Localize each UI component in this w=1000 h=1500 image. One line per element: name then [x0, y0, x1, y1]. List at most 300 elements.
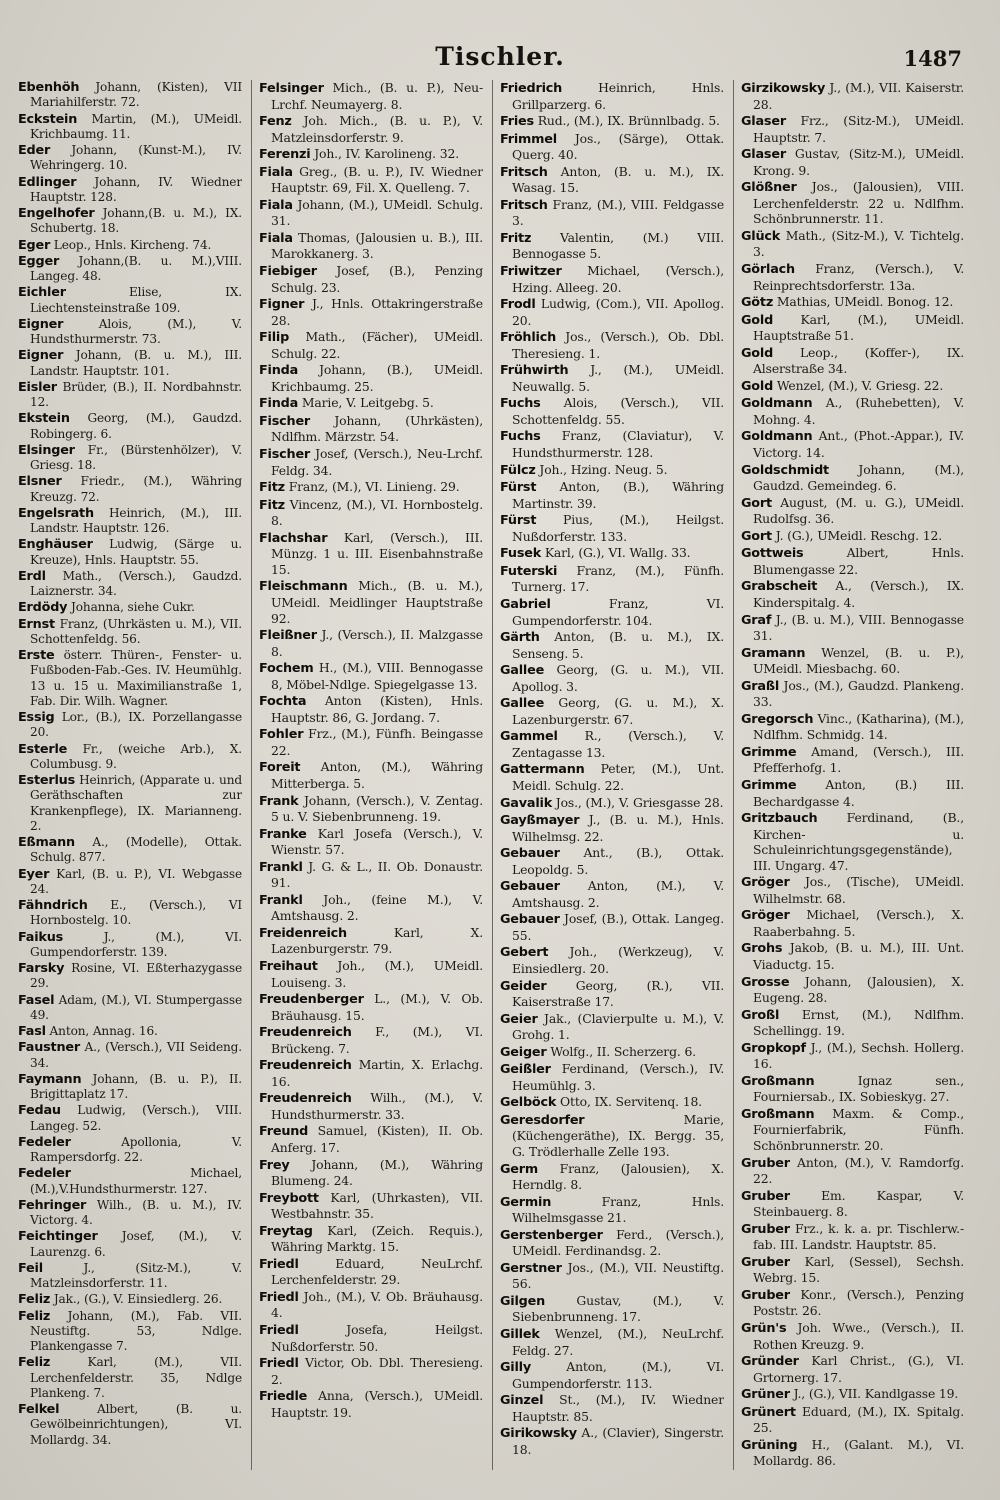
- entry-surname: Gort: [741, 528, 772, 544]
- directory-entry: [18, 1261, 242, 1292]
- entry-surname: Eigner: [18, 348, 64, 364]
- directory-entry: [259, 113, 483, 145]
- entry-details: Karl, X. Lazenburgerstr. 79.: [271, 924, 483, 957]
- directory-entry: [259, 296, 483, 328]
- entry-surname: Gammel: [500, 729, 558, 745]
- directory-entry: [18, 112, 242, 143]
- page-number: 1487: [903, 46, 962, 71]
- entry-surname: Großmann: [741, 1106, 815, 1122]
- entry-details: Jos., (M.), VII. Neustiftg. 56.: [512, 1259, 724, 1292]
- entry-details: J., Hnls. Ottakringerstraße 28.: [271, 296, 483, 328]
- directory-entry: [259, 726, 483, 758]
- directory-entry: [18, 1309, 242, 1355]
- entry-surname: Freund: [259, 1124, 309, 1140]
- entry-details: Amand, (Versch.), III. Pfefferhofg. 1.: [753, 743, 964, 776]
- directory-entry: [259, 1123, 483, 1155]
- directory-entry: [500, 1011, 724, 1043]
- directory-entry: [18, 1402, 242, 1448]
- entry-surname: Fitz: [259, 497, 285, 513]
- entry-surname: Gruber: [741, 1221, 790, 1237]
- directory-entry: [259, 164, 483, 196]
- directory-entry: [18, 1355, 242, 1401]
- entry-details: Karl, (Zeich. Requis.), Währing Marktg. 15.: [271, 1222, 483, 1255]
- entry-details: Martin, X. Erlachg. 16.: [271, 1057, 483, 1089]
- entry-surname: Gort: [741, 495, 772, 511]
- entry-details: J., (M.), Sechsh. Hollerg. 16.: [753, 1039, 964, 1072]
- entry-details: Jos., (Tische), UMeidl. Wilhelmstr. 68.: [753, 874, 964, 906]
- entry-surname: Freybott: [259, 1190, 319, 1206]
- directory-entry: [259, 859, 483, 891]
- directory-entry: [741, 1254, 964, 1286]
- directory-entry: [18, 143, 242, 174]
- entry-details: Josefa, Heilgst. Nußdorferstr. 50.: [271, 1322, 483, 1354]
- directory-entry: [500, 329, 724, 361]
- directory-entry: [18, 238, 242, 253]
- entry-surname: Graßl: [741, 678, 780, 694]
- directory-entry: [18, 1024, 242, 1039]
- directory-entry: [500, 479, 724, 511]
- directory-entry: [741, 810, 964, 873]
- entry-surname: Gruber: [741, 1287, 790, 1303]
- entry-details: Anton, (B.), Währing Martinstr. 39.: [512, 479, 724, 511]
- entry-details: Rud., (M.), IX. Brünnlbadg. 5.: [533, 113, 720, 129]
- entry-surname: Goldmann: [741, 396, 813, 412]
- directory-entry: [500, 1392, 724, 1424]
- entry-details: Josef, (B.), Ottak. Langeg. 55.: [512, 911, 724, 943]
- entry-surname: Fochta: [259, 694, 307, 710]
- entry-surname: Fülcz: [500, 462, 536, 478]
- entry-details: Marie, (Küchengeräthe), IX. Bergg. 35, G. Trödlerhalle Zelle 193.: [512, 1111, 724, 1159]
- entry-details: Samuel, (Kisten), II. Ob. Anferg. 17.: [271, 1123, 483, 1155]
- directory-entry: [18, 710, 242, 741]
- entry-details: Karl, (G.), VI. Wallg. 33.: [541, 545, 691, 561]
- entry-details: Wenzel, (M.), NeuLrchf. Feldg. 27.: [512, 1326, 724, 1358]
- directory-entry: [259, 759, 483, 791]
- entry-details: Adam, (M.), VI. Stumpergasse 49.: [30, 992, 242, 1022]
- directory-entry: [500, 1359, 724, 1391]
- directory-entry: [18, 317, 242, 348]
- directory-entry: [259, 1190, 483, 1222]
- entry-surname: Ferenzi: [259, 147, 311, 163]
- entry-details: Johann, (M.), Währing Blumeng. 24.: [271, 1156, 483, 1189]
- directory-entry: [500, 596, 724, 628]
- directory-entry: [500, 978, 724, 1010]
- entry-details: Karl, (Uhrkasten), VII. Westbahnstr. 35.: [271, 1189, 483, 1222]
- entry-surname: Fiala: [259, 164, 293, 180]
- entry-surname: Feliz: [18, 1308, 51, 1324]
- entry-details: August, (M. u. G.), UMeidl. Rudolfsg. 36.: [753, 494, 964, 527]
- entry-surname: Finda: [259, 396, 299, 412]
- entry-surname: Fröhlich: [500, 330, 557, 346]
- entry-details: Frz., k. k. a. pr. Tischlerw.-fab. III. Landstr. Hauptstr. 85.: [753, 1220, 964, 1253]
- entry-details: Anton, (M.), Währing Mitterberga. 5.: [271, 759, 483, 791]
- directory-entry: [18, 1072, 242, 1103]
- directory-entry: [500, 812, 724, 844]
- entry-details: Friedr., (M.), Währing Kreuzg. 72.: [30, 474, 242, 504]
- entry-details: Greg., (B. u. P.), IV. Wiedner Hauptstr. 69, Fil. X. Quelleng. 7.: [271, 163, 483, 196]
- entry-details: Ferdinand, (B., Kirchen- u. Schuleinrichtungsgegenstände), III. Ungarg. 47.: [753, 810, 964, 873]
- directory-entry: [18, 1135, 242, 1166]
- directory-entry: [259, 1057, 483, 1089]
- directory-entry: [500, 164, 724, 196]
- directory-entry: [741, 578, 964, 610]
- entry-surname: Ebenhöh: [18, 80, 80, 95]
- directory-entry: [259, 1223, 483, 1255]
- directory-entry: [18, 773, 242, 834]
- entry-details: Jak., (Clavierpulte u. M.), V. Grohg. 1.: [512, 1010, 724, 1043]
- entry-surname: Goldschmidt: [741, 462, 829, 478]
- entry-surname: Gebauer: [500, 846, 560, 862]
- entry-surname: Grüning: [741, 1437, 798, 1453]
- entry-details: E., (Versch.), VI Hornbostelg. 10.: [30, 898, 242, 928]
- entry-surname: Frühwirth: [500, 363, 569, 379]
- directory-entry: [741, 228, 964, 260]
- entry-surname: Fähndrich: [18, 898, 88, 913]
- entry-surname: Fohler: [259, 727, 304, 743]
- entry-details: Marie, V. Leitgebg. 5.: [298, 395, 434, 411]
- column-3: [500, 80, 724, 1480]
- entry-surname: Fischer: [259, 447, 311, 463]
- entry-details: Ignaz sen., Fourniersab., IX. Sobieskyg. 27.: [753, 1072, 964, 1105]
- entry-surname: Eder: [18, 143, 51, 158]
- entry-surname: Enghäuser: [18, 537, 93, 553]
- directory-entry: [259, 530, 483, 578]
- directory-entry: [500, 1161, 724, 1193]
- entry-surname: Gebauer: [500, 879, 560, 895]
- directory-entry: [500, 362, 724, 394]
- entry-surname: Faymann: [18, 1071, 82, 1087]
- directory-entry: [18, 1292, 242, 1307]
- entry-details: Johann, (Kisten), VII Mariahilferstr. 72.: [30, 80, 242, 110]
- directory-entry: [18, 742, 242, 773]
- directory-entry: [259, 693, 483, 725]
- directory-entry: [500, 131, 724, 163]
- directory-entry: [259, 793, 483, 825]
- entry-details: J., (B. u. M.), VIII. Bennogasse 31.: [753, 611, 964, 644]
- entry-details: L., (M.), V. Ob. Bräuhausg. 15.: [271, 991, 483, 1023]
- entry-surname: Gelböck: [500, 1095, 557, 1111]
- directory-entry: [741, 395, 964, 427]
- entry-surname: Fitz: [259, 480, 285, 496]
- entry-surname: Fochem: [259, 661, 314, 677]
- entry-details: A., (Ruhebetten), V. Mohng. 4.: [753, 395, 964, 427]
- entry-surname: Eisler: [18, 379, 57, 395]
- entry-details: Leop., (Koffer-), IX. Alserstraße 34.: [753, 344, 964, 377]
- directory-entry: [741, 1188, 964, 1220]
- entry-details: Ferdinand, (Versch.), IV. Heumühlg. 3.: [512, 1061, 724, 1093]
- entry-surname: Gruber: [741, 1254, 790, 1270]
- entry-surname: Großl: [741, 1007, 780, 1023]
- entry-details: Joh., (Werkzeug), V. Einsiedlerg. 20.: [512, 944, 724, 976]
- directory-entry: [18, 1103, 242, 1134]
- directory-entry: [500, 1044, 724, 1061]
- entry-surname: Gebert: [500, 945, 549, 961]
- entry-surname: Faustner: [18, 1040, 80, 1056]
- entry-surname: Erdl: [18, 568, 46, 584]
- entry-details: Ant., (Phot.-Appar.), IV. Victorg. 14.: [753, 428, 964, 461]
- entry-details: Georg, (G. u. M.), VII. Apollog. 3.: [512, 662, 724, 694]
- column-4: [741, 80, 964, 1480]
- entry-details: F., (M.), VI. Brückeng. 7.: [271, 1024, 483, 1056]
- entry-surname: Fiala: [259, 230, 293, 246]
- entry-details: Johann,(B. u. M.), IX. Schubertg. 18.: [30, 206, 242, 236]
- entry-surname: Grosse: [741, 974, 790, 990]
- entry-details: St., (M.), IV. Wiedner Hauptstr. 85.: [512, 1392, 724, 1424]
- directory-entry: [741, 744, 964, 776]
- entry-surname: Filip: [259, 330, 290, 346]
- directory-entry: [741, 462, 964, 494]
- directory-entry: [259, 1256, 483, 1288]
- entry-surname: Gröger: [741, 908, 790, 924]
- entry-surname: Götz: [741, 295, 774, 311]
- entry-surname: Glößner: [741, 180, 797, 196]
- directory-entry: [259, 1090, 483, 1122]
- entry-details: Wenzel, (B. u. P.), UMeidl. Miesbachg. 60.: [753, 644, 964, 677]
- entry-details: R., (Versch.), V. Zentagasse 13.: [512, 728, 724, 760]
- entry-surname: Freytag: [259, 1223, 313, 1239]
- entry-details: Joh., (feine M.), V. Amtshausg. 2.: [271, 891, 483, 924]
- entry-surname: Gramann: [741, 645, 806, 661]
- entry-details: Karl, (M.), UMeidl. Hauptstraße 51.: [753, 311, 964, 344]
- entry-surname: Fiala: [259, 197, 293, 213]
- entry-surname: Erdödy: [18, 600, 68, 616]
- entry-details: Karl Christ., (G.), VI. Grtornerg. 17.: [753, 1353, 964, 1385]
- entry-surname: Engelsrath: [18, 505, 94, 521]
- entry-surname: Faikus: [18, 929, 64, 945]
- entry-surname: Frankl: [259, 859, 303, 875]
- entry-details: J., (M.), UMeidl. Neuwallg. 5.: [512, 362, 724, 394]
- entry-surname: Germ: [500, 1161, 539, 1177]
- entry-surname: Glaser: [741, 114, 786, 130]
- entry-surname: Fritz: [500, 230, 532, 246]
- entry-details: Franz, (Jalousien), X. Herndlg. 8.: [512, 1160, 724, 1193]
- entry-surname: Gruber: [741, 1188, 790, 1204]
- entry-surname: Fedeler: [18, 1134, 71, 1150]
- entry-details: Joh., (M.), V. Ob. Bräuhausg. 4.: [271, 1288, 483, 1321]
- directory-entry: [500, 1326, 724, 1358]
- entry-surname: Friedrich: [500, 81, 563, 96]
- entry-surname: Ekstein: [18, 411, 70, 427]
- entry-surname: Gayßmayer: [500, 813, 580, 829]
- entry-details: Johann, (Kunst-M.), IV. Wehringerg. 10.: [30, 143, 242, 173]
- entry-details: Ant., (B.), Ottak. Leopoldg. 5.: [512, 845, 724, 877]
- entry-details: Michael,(M.),V.Hundsthurmerstr. 127.: [30, 1166, 242, 1196]
- entry-surname: Freudenreich: [259, 1058, 352, 1074]
- entry-details: Brüder, (B.), II. Nordbahnstr. 12.: [30, 379, 242, 409]
- entry-surname: Fedeler: [18, 1166, 71, 1182]
- entry-surname: Gottweis: [741, 546, 804, 562]
- entry-surname: Freidenreich: [259, 925, 347, 941]
- entry-surname: Friedl: [259, 1289, 299, 1305]
- entry-surname: Esterlus: [18, 773, 75, 788]
- entry-surname: Grohs: [741, 941, 783, 957]
- entry-details: Elise, IX. Liechtensteinstraße 109.: [30, 285, 242, 315]
- entry-surname: Fischer: [259, 413, 311, 429]
- directory-entry: [741, 1386, 964, 1403]
- entry-details: Heinrich, (Apparate u. und Geräthschaften zur Krankenpflege), IX. Marianneng. 2.: [30, 773, 242, 833]
- directory-entry: [500, 1061, 724, 1093]
- entry-surname: Farsky: [18, 961, 65, 976]
- entry-surname: Gründer: [741, 1354, 799, 1370]
- directory-entry: [500, 1425, 724, 1457]
- entry-details: Thomas, (Jalousien u. B.), III. Marokkanerg. 3.: [271, 229, 483, 262]
- entry-surname: Frodl: [500, 297, 536, 313]
- directory-entry: [18, 537, 242, 568]
- page-title: Tischler.: [435, 42, 565, 71]
- entry-surname: Gold: [741, 378, 774, 394]
- directory-entry: [259, 80, 483, 112]
- directory-entry: [500, 462, 724, 479]
- entry-surname: Girzikowsky: [741, 81, 826, 96]
- entry-surname: Fedau: [18, 1103, 61, 1119]
- entry-details: J. (G.), UMeidl. Reschg. 12.: [771, 527, 942, 543]
- entry-details: Fr., (Bürstenhölzer), V. Griesg. 18.: [30, 442, 242, 472]
- directory-entry: [18, 1229, 242, 1260]
- entry-surname: Fiebiger: [259, 264, 317, 280]
- entry-surname: Gropkopf: [741, 1040, 806, 1056]
- directory-entry: [741, 1287, 964, 1319]
- entry-surname: Eckstein: [18, 111, 78, 127]
- entry-surname: Eyer: [18, 866, 50, 882]
- entry-details: Franz, (M.), Fünfh. Turnerg. 17.: [512, 562, 724, 595]
- entry-details: Johann,(B. u. M.),VIII. Langeg. 48.: [30, 253, 242, 283]
- directory-entry: [259, 146, 483, 163]
- entry-details: Ludwig, (Com.), VII. Apollog. 20.: [512, 296, 724, 328]
- entry-surname: Feliz: [18, 1292, 51, 1308]
- directory-entry: [500, 795, 724, 812]
- directory-entry: [259, 578, 483, 626]
- entry-details: Johann, (M.), Gaudzd. Gemeindeg. 6.: [753, 461, 964, 494]
- entry-details: Joh., Hzing. Neug. 5.: [535, 461, 668, 477]
- entry-surname: Eger: [18, 237, 51, 253]
- entry-details: Jos., (Jalousien), VIII. Lerchenfelderstr. 22 u. Ndlfhm. Schönbrunnerstr. 11.: [753, 179, 964, 227]
- directory-entry: [741, 874, 964, 906]
- column-divider: [733, 80, 734, 1470]
- directory-entry: [259, 892, 483, 924]
- directory-entry: [259, 1322, 483, 1354]
- directory-entry: [741, 1353, 964, 1385]
- directory-entry: [259, 1289, 483, 1321]
- directory-entry: [259, 497, 483, 529]
- directory-entry: [741, 1155, 964, 1187]
- entry-surname: Friwitzer: [500, 264, 562, 280]
- entry-details: Heinrich, Hnls. Grillparzerg. 6.: [512, 80, 724, 112]
- directory-entry: [741, 974, 964, 1006]
- directory-entry: [259, 660, 483, 692]
- directory-entry: [18, 1040, 242, 1071]
- entry-details: Johann, (Versch.), V. Zentag. 5 u. V. Siebenbrunneng. 19.: [271, 792, 483, 825]
- entry-surname: Edlinger: [18, 174, 77, 190]
- directory-entry: [18, 206, 242, 237]
- entry-surname: Gallee: [500, 663, 545, 679]
- entry-surname: Fasel: [18, 992, 55, 1008]
- entry-surname: Gabriel: [500, 596, 551, 612]
- directory-entry: [259, 413, 483, 445]
- directory-entry: [18, 80, 242, 111]
- entry-surname: Germin: [500, 1194, 552, 1210]
- entry-surname: Fürst: [500, 480, 537, 496]
- entry-details: Anton, (M.), V. Ramdorfg. 22.: [753, 1154, 964, 1187]
- directory-entry: [259, 1388, 483, 1420]
- entry-details: Martin, (M.), UMeidl. Krichbaumg. 11.: [30, 111, 242, 141]
- entry-details: A., (Clavier), Singerstr. 18.: [512, 1425, 724, 1457]
- directory-entry: [741, 1106, 964, 1154]
- directory-entry: [500, 428, 724, 460]
- directory-entry: [741, 80, 964, 112]
- directory-entry: [18, 648, 242, 709]
- entry-surname: Gallee: [500, 696, 545, 712]
- directory-entry: [741, 1320, 964, 1352]
- entry-surname: Gerstner: [500, 1260, 562, 1276]
- directory-entry: [500, 695, 724, 727]
- entry-surname: Friedl: [259, 1323, 299, 1339]
- directory-entry: [741, 545, 964, 577]
- column-1: [18, 80, 242, 1480]
- directory-entry: [18, 867, 242, 898]
- entry-details: J., (G.), VII. Kandlgasse 19.: [789, 1386, 959, 1402]
- entry-details: Wenzel, (M.), V. Griesg. 22.: [773, 377, 944, 393]
- entry-details: Johann, (B. u. P.), II. Brigittaplatz 17.: [30, 1071, 242, 1101]
- directory-entry: [500, 1094, 724, 1111]
- entry-details: Wolfg., II. Scherzerg. 6.: [546, 1043, 696, 1059]
- directory-entry: [259, 479, 483, 496]
- entry-details: Josef, (M.), V. Laurenzg. 6.: [30, 1229, 242, 1259]
- entry-surname: Grüner: [741, 1387, 790, 1403]
- directory-entry: [259, 329, 483, 361]
- directory-entry: [259, 230, 483, 262]
- directory-entry: [500, 1260, 724, 1292]
- entry-surname: Glück: [741, 228, 781, 244]
- entry-details: Mich., (B. u. M.), UMeidl. Meidlinger Hauptstraße 92.: [271, 578, 483, 626]
- entry-details: J., (M.), VI. Gumpendorferstr. 139.: [30, 929, 242, 959]
- entry-details: Franz, VI. Gumpendorferstr. 104.: [512, 595, 724, 628]
- entry-details: H., (M.), VIII. Bennogasse 8, Möbel-Ndlge. Spiegelgasse 13.: [271, 660, 483, 692]
- directory-entry: [741, 1007, 964, 1039]
- directory-entry: [741, 113, 964, 145]
- entry-surname: Egger: [18, 253, 60, 269]
- directory-entry: [500, 113, 724, 130]
- directory-entry: [741, 312, 964, 344]
- entry-details: Johann, IV. Wiedner Hauptstr. 128.: [30, 174, 242, 204]
- column-divider: [251, 80, 252, 1470]
- entry-surname: Gruber: [741, 1155, 790, 1171]
- entry-details: Em. Kaspar, V. Steinbauerg. 8.: [753, 1187, 964, 1220]
- entry-surname: Fuchs: [500, 429, 541, 445]
- entry-surname: Geißler: [500, 1062, 551, 1078]
- column-divider: [492, 80, 493, 1470]
- entry-surname: Glaser: [741, 147, 786, 163]
- entry-surname: Frey: [259, 1157, 290, 1173]
- entry-surname: Eßmann: [18, 835, 75, 850]
- directory-entry: [741, 345, 964, 377]
- entry-details: Anton, (M.), VI. Gumpendorferstr. 113.: [512, 1359, 724, 1391]
- entry-details: Anton, (M.), V. Amtshausg. 2.: [512, 878, 724, 910]
- entry-surname: Frankl: [259, 892, 303, 908]
- directory-entry: [741, 428, 964, 460]
- directory-entry: [500, 197, 724, 229]
- directory-entry: [259, 1355, 483, 1387]
- directory-entry: [18, 569, 242, 600]
- entry-details: Josef, (Versch.), Neu-Lrchf. Feldg. 34.: [271, 446, 483, 478]
- directory-entry: [259, 395, 483, 412]
- entry-details: Jos., (M.), V. Griesgasse 28.: [552, 794, 724, 810]
- entry-details: Anton, Annag. 16.: [45, 1024, 158, 1038]
- entry-details: H., (Galant. M.), VI. Mollardg. 86.: [753, 1436, 964, 1469]
- directory-entry: [500, 1112, 724, 1160]
- entry-details: Math., (Sitz-M.), V. Tichtelg. 3.: [753, 227, 964, 260]
- entry-details: Franz, Hnls. Wilhelmsgasse 21.: [512, 1193, 724, 1226]
- directory-entry: [18, 411, 242, 442]
